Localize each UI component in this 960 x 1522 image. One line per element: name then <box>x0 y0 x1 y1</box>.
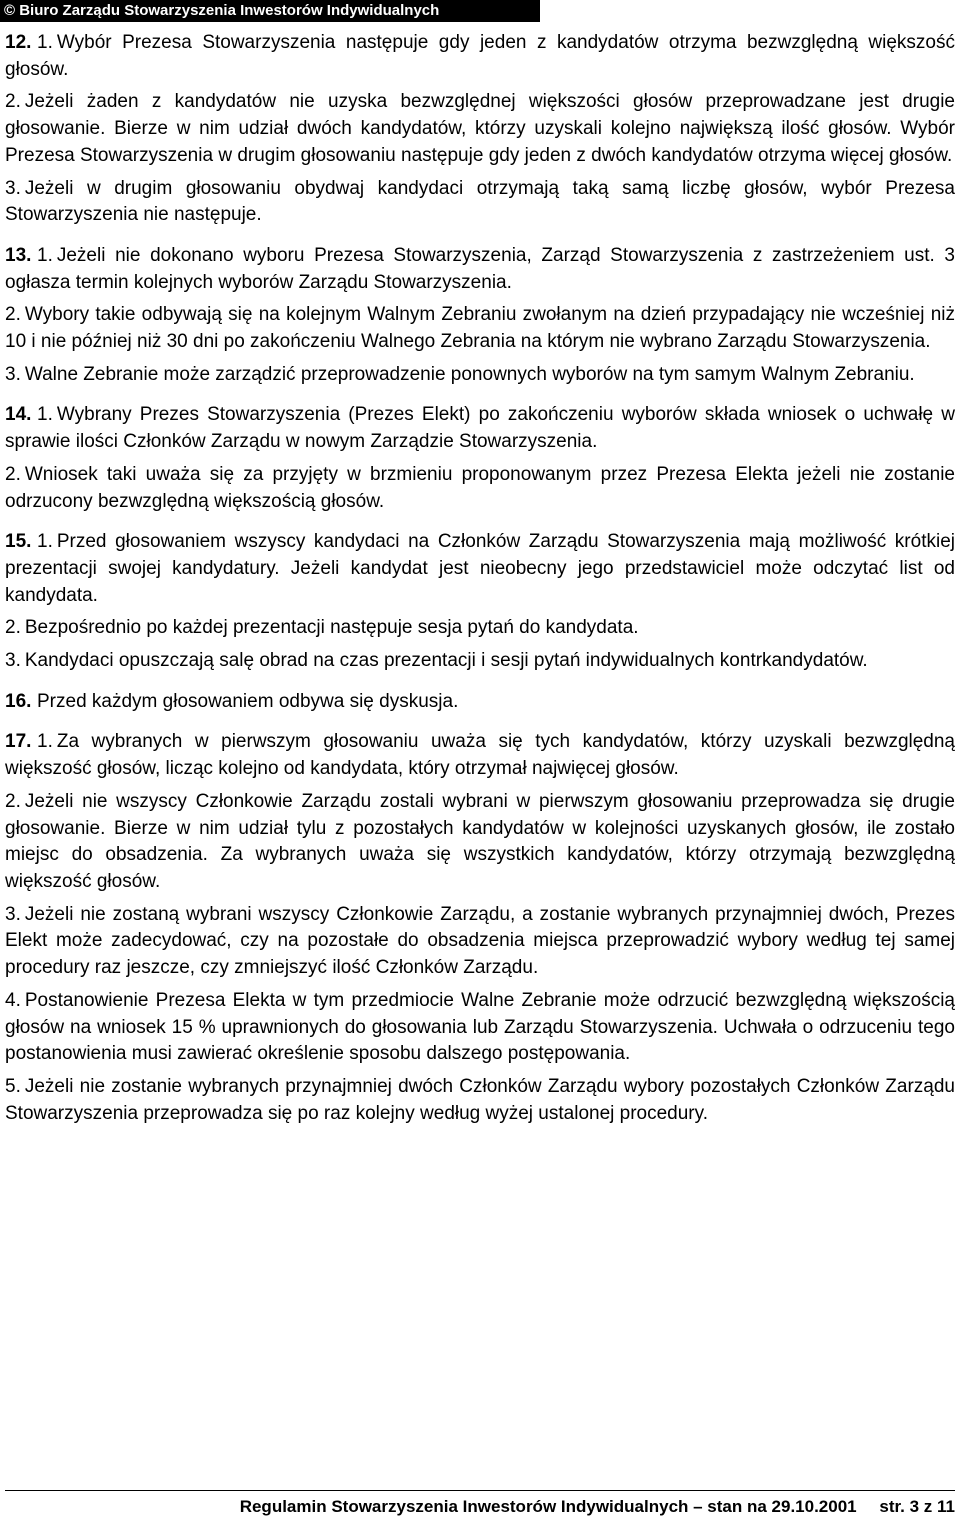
paragraph <box>5 89 955 169</box>
document-body <box>5 30 955 1133</box>
footer-title: Regulamin Stowarzyszenia Inwestorów Indywidualnych – stan na 29.10.2001 <box>239 1497 857 1516</box>
paragraph-text: Bezpośrednio po każdej prezentacji następuje sesja pytań do kandydata. <box>24 617 639 639</box>
section-number: 16. <box>5 690 32 712</box>
paragraph-number: 5. <box>5 1075 21 1097</box>
paragraph-number: 1. <box>37 731 53 753</box>
paragraph-text: Wybór Prezesa Stowarzyszenia następuje gdy jeden z kandydatów otrzyma bezwzględną większość głosów. <box>5 32 955 80</box>
paragraph <box>5 176 955 229</box>
paragraph-number: 4. <box>5 989 21 1011</box>
section-number: 15. <box>5 531 32 553</box>
paragraph-number: 2. <box>5 91 21 113</box>
paragraph-text: Przed głosowaniem wszyscy kandydaci na Członków Zarządu Stowarzyszenia mają możliwość krótkiej prezentacji swojej kandydatury. Jeżeli kandydat jest nieobecny jego przedstawiciel może odczytać list od kandydata. <box>5 531 955 606</box>
paragraph-number: 1. <box>37 32 53 53</box>
paragraph-number: 2. <box>5 790 21 812</box>
paragraph <box>5 243 955 296</box>
paragraph <box>5 1074 955 1127</box>
section-number: 17. <box>5 731 32 753</box>
paragraph-number: 3. <box>5 177 21 199</box>
paragraph <box>5 30 955 83</box>
paragraph-text: Kandydaci opuszczają salę obrad na czas prezentacji i sesji pytań indywidualnych kontrkandydatów. <box>24 650 868 672</box>
paragraph-number: 3. <box>5 650 21 672</box>
paragraph <box>5 402 955 455</box>
paragraph <box>5 462 955 515</box>
section-number: 14. <box>5 404 32 426</box>
paragraph-text: Wniosek taki uważa się za przyjęty w brzmieniu proponowanym przez Prezesa Elekta jeżeli nie zostanie odrzucony bezwzględną większością głosów. <box>5 463 955 512</box>
paragraph-number: 2. <box>5 463 21 485</box>
paragraph-text: Postanowienie Prezesa Elekta w tym przedmiocie Walne Zebranie może odrzucić bezwzględną większością głosów na wniosek 15 % uprawnionych do głosowania lub Zarządu Stowarzyszenia. Uchwała o odrzuceniu tego postanowienia musi zawierać określenie sposobu dalszego postępowania. <box>5 989 955 1065</box>
paragraph-text: Jeżeli nie wszyscy Członkowie Zarządu zostali wybrani w pierwszym głosowaniu przeprowadza się drugie głosowanie. Bierze w nim udział tylu z pozostałych kandydatów w kolejności uzyskanych głosów, ile zostało miejsc do obsadzenia. Za wybranych uważa się wszystkich kandydatów, którzy otrzymają bezwzględną większość głosów. <box>5 790 955 892</box>
paragraph-number: 1. <box>37 404 53 426</box>
paragraph <box>5 902 955 982</box>
paragraph-number: 3. <box>5 363 21 385</box>
paragraph-text: Jeżeli w drugim głosowaniu obydwaj kandydaci otrzymają taką samą liczbę głosów, wybór Prezesa Stowarzyszenia nie następuje. <box>5 177 955 226</box>
paragraph-text: Za wybranych w pierwszym głosowaniu uważa się tych kandydatów, którzy uzyskali bezwzględną większość głosów, licząc kolejno od kandydata, który otrzymał najwięcej głosów. <box>5 731 955 780</box>
paragraph-text: Wybory takie odbywają się na kolejnym Walnym Zebraniu zwołanym na dzień przypadający nie wcześniej niż 10 i nie później niż 30 dni po zakończeniu Walnego Zebrania na którym nie wybrano Zarządu Stowarzyszenia. <box>5 304 955 353</box>
paragraph <box>5 729 955 782</box>
paragraph <box>5 529 955 609</box>
paragraph-number: 2. <box>5 304 21 326</box>
paragraph <box>5 302 955 355</box>
paragraph <box>5 362 955 389</box>
paragraph <box>5 615 955 642</box>
footer-page-number: str. 3 z 11 <box>879 1497 955 1516</box>
paragraph <box>5 689 955 716</box>
paragraph-text: Jeżeli żaden z kandydatów nie uzyska bezwzględnej większości głosów przeprowadzane jest drugie głosowanie. Bierze w nim udział dwóch kandydatów, którzy uzyskali kolejno największą ilość głosów. Wybór Prezesa Stowarzyszenia w drugim głosowaniu następuje gdy jeden z dwóch kandydatów otrzyma więcej głosów. <box>5 91 955 166</box>
paragraph-text: Jeżeli nie zostaną wybrani wszyscy Członkowie Zarządu, a zostanie wybranych przynajmniej dwóch, Prezes Elekt może zadecydować, czy na pozostałe do obsadzenia miejsca przeprowadzić wybory według tej samej procedury raz jeszcze, czy zmniejszyć ilość Członków Zarządu. <box>5 903 955 979</box>
paragraph-number: 1. <box>37 244 53 266</box>
section-number: 13. <box>5 244 32 266</box>
paragraph-text: Jeżeli nie dokonano wyboru Prezesa Stowarzyszenia, Zarząd Stowarzyszenia z zastrzeżeniem ust. 3 ogłasza termin kolejnych wyborów Zarządu Stowarzyszenia. <box>5 244 955 293</box>
paragraph <box>5 988 955 1068</box>
page-footer <box>5 1490 955 1519</box>
paragraph-text: Przed każdym głosowaniem odbywa się dyskusja. <box>37 690 459 712</box>
paragraph-number: 1. <box>37 531 53 553</box>
paragraph-text: Wybrany Prezes Stowarzyszenia (Prezes Elekt) po zakończeniu wyborów składa wniosek o uchwałę w sprawie ilości Członków Zarządu w nowym Zarządzie Stowarzyszenia. <box>5 404 955 453</box>
paragraph <box>5 789 955 896</box>
paragraph-text: Walne Zebranie może zarządzić przeprowadzenie ponownych wyborów na tym samym Walnym Zebraniu. <box>24 363 915 385</box>
paragraph <box>5 648 955 675</box>
paragraph-text: Jeżeli nie zostanie wybranych przynajmniej dwóch Członków Zarządu wybory pozostałych Członków Zarządu Stowarzyszenia przeprowadza się po raz kolejny według wyżej ustalonej procedury. <box>5 1075 955 1124</box>
page-header: © Biuro Zarządu Stowarzyszenia Inwestorów Indywidualnych <box>0 0 540 22</box>
section-number: 12. <box>5 32 32 53</box>
paragraph-number: 3. <box>5 903 21 925</box>
paragraph-number: 2. <box>5 617 21 639</box>
